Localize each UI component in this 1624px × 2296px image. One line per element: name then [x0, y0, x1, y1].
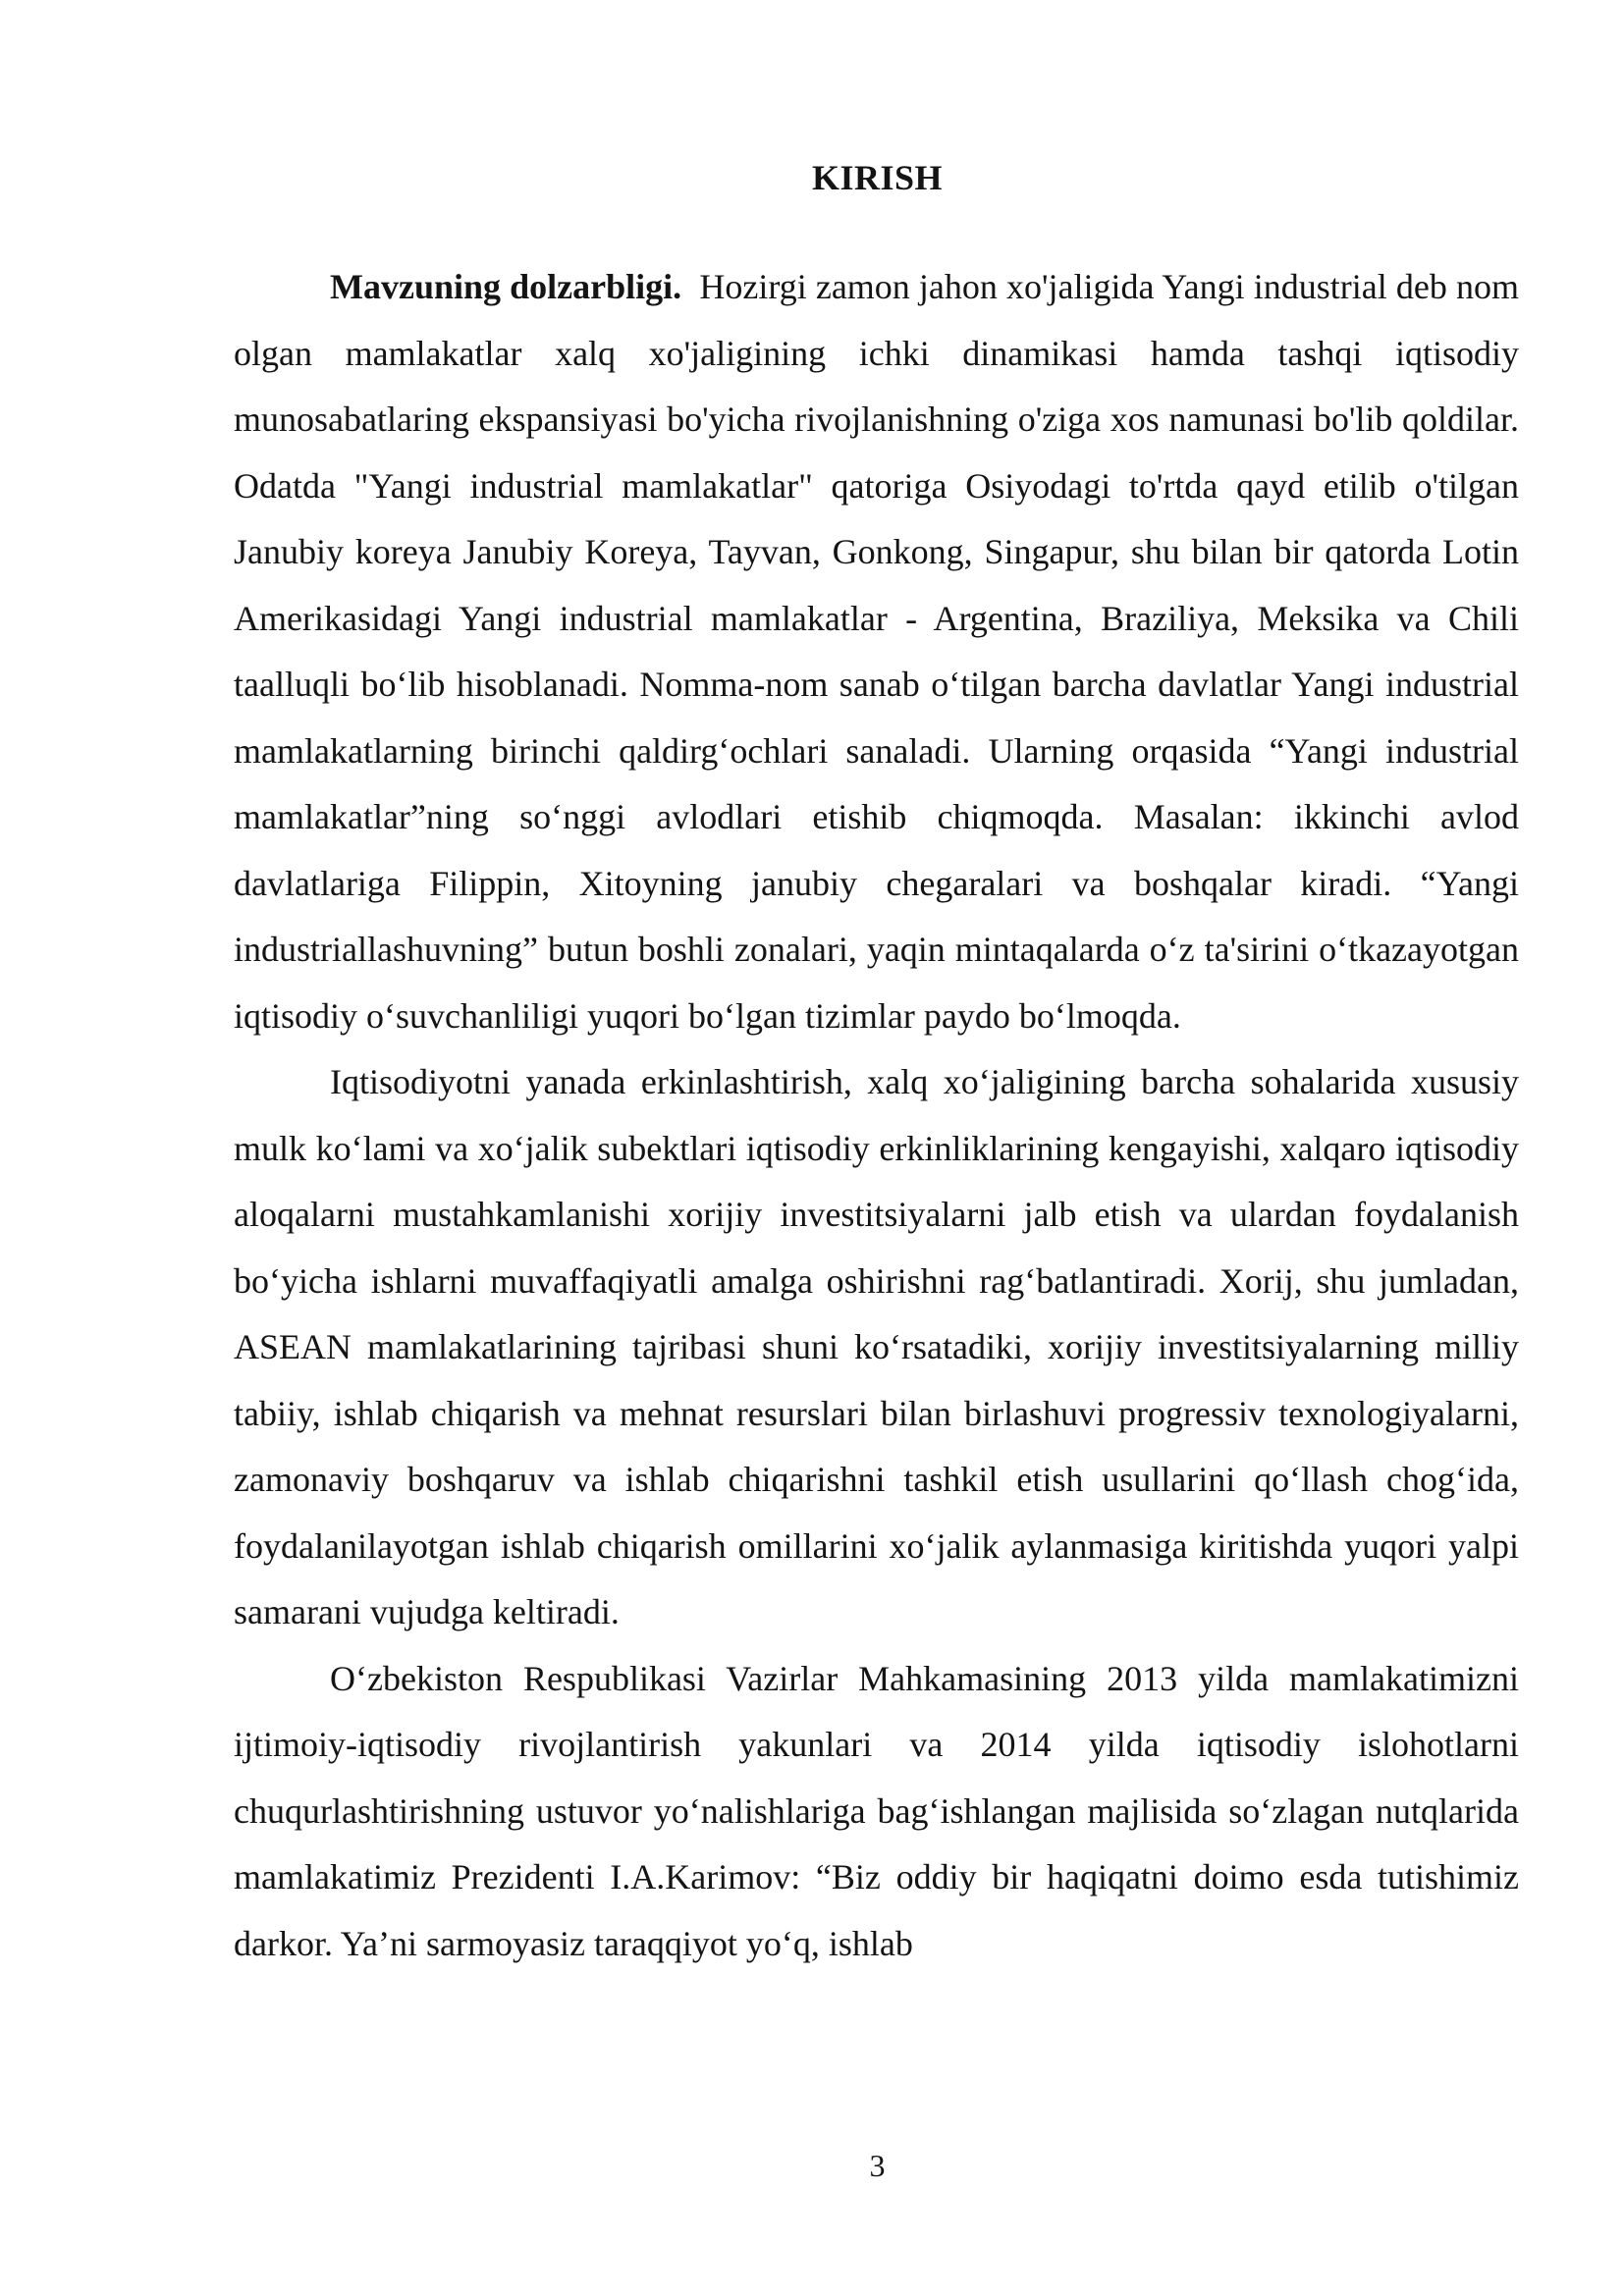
page-number: 3: [869, 2148, 886, 2183]
section-heading: KIRISH: [811, 158, 944, 197]
paragraph-liberalization: [234, 1049, 1519, 1646]
paragraph-text: Iqtisodiyotni yanada erkinlashtirish, xalq xo‘jaligining barcha sohalarida xususiy mulk ko‘lami va xo‘jalik subektlari iqtisodiy erkinliklarining kengayishi, xalqaro iqtisodiy aloqalarni mustahkamlanishi xorijiy investitsiyalarni jalb etish va ulardan foydalanish bo‘yicha ishlarni muvaffaqiyatli amalga oshirishni rag‘batlantiradi. Xorij, shu jumladan, ASEAN mamlakatlarining tajribasi shuni ko‘rsatadiki, xorijiy investitsiyalarning milliy tabiiy, ishlab chiqarish va mehnat resurslari bilan birlashuvi progressiv texnologiyalarni, zamonaviy boshqaruv va ishlab chiqarishni tashkil etish usullarini qo‘llash chog‘ida, foydalanilayotgan ishlab chiqarish omillarini xo‘jalik aylanmasiga kiritishda yuqori yalpi samarani vujudga keltiradi.: [234, 1062, 1519, 1631]
paragraph-text: Hozirgi zamon jahon xo'jaligida Yangi industrial deb nom olgan mamlakatlar xalq xo'jaligining ichki dinamikasi hamda tashqi iqtisodiy munosabatlaring ekspansiyasi bo'yicha rivojlanishning o'ziga xos namunasi bo'lib qoldilar. Odatda "Yangi industrial mamlakatlar" qatoriga Osiyodagi to'rtda qayd etilib o'tilgan Janubiy koreya Janubiy Koreya, Tayvan, Gonkong, Singapur, shu bilan bir qatorda Lotin Amerikasidagi Yangi industrial mamlakatlar - Argentina, Braziliya, Meksika va Chili taalluqli bo‘lib hisoblanadi. Nomma-nom sanab o‘tilgan barcha davlatlar Yangi industrial mamlakatlarning birinchi qaldirg‘ochlari sanaladi. Ularning orqasida “Yangi industrial mamlakatlar”ning so‘nggi avlodlari etishib chiqmoqda. Masalan: ikkinchi avlod davlatlariga Filippin, Xitoyning janubiy chegaralari va boshqalar kiradi. “Yangi industriallashuvning” butun boshli zonalari, yaqin mintaqalarda o‘z ta'sirini o‘tkazayotgan iqtisodiy o‘suvchanliligi yuqori bo‘lgan tizimlar paydo bo‘lmoqda.: [234, 267, 1519, 1036]
paragraph-text: O‘zbekiston Respublikasi Vazirlar Mahkamasining 2013 yilda mamlakatimizni ijtimoiy-iqtisodiy rivojlantirish yakunlari va 2014 yilda iqtisodiy islohotlarni chuqurlashtirishning ustuvor yo‘nalishlariga bag‘ishlangan majlisida so‘zlagan nutqlarida mamlakatimiz Prezidenti I.A.Karimov: “Biz oddiy bir haqiqatni doimo esda tutishimiz darkor. Ya’ni sarmoyasiz taraqqiyot yo‘q, ishlab: [234, 1658, 1519, 1963]
paragraph-relevance: [234, 254, 1519, 1049]
paragraph-uzbekistan: [234, 1646, 1519, 1978]
body-text: [234, 254, 1519, 1977]
paragraph-lead: Mavzuning dolzarbligi.: [330, 267, 682, 306]
